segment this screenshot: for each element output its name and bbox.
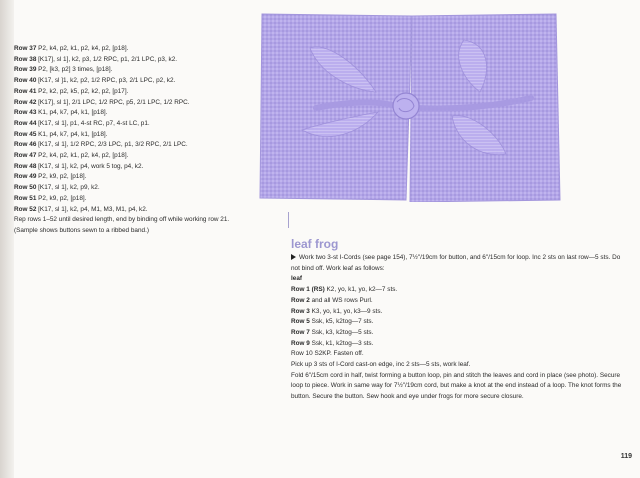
row-text: [K17, sl ]1, k2, p2, 1/2 RPC, p3, 2/1 LPC, p2, k2. — [36, 77, 176, 85]
leaf-row — [291, 328, 627, 339]
leaf-row-label: Row 9 — [291, 339, 310, 347]
row-text: [K17, sl 1], k2, p4, M1, M3, M1, p4, k2. — [36, 205, 148, 213]
row-instruction — [14, 108, 262, 119]
row-text: [K17, sl 1], p1, 4-st RC, p7, 4-st LC, p1. — [36, 119, 150, 127]
row-text: [K17], sl 1], k2, p3, 1/2 RPC, p1, 2/1 LPC, p3, k2. — [36, 55, 178, 63]
leaf-row-text: and all WS rows Purl. — [309, 296, 373, 304]
intro-paragraph: Work two 3-st I-Cords (see page 154), 7½"/19cm for button, and 6"/15cm for loop. Inc 2 sts on last row—5 sts. Do not bind off. Work leaf as follows: — [291, 254, 621, 272]
leaf-row-label: Row 1 (RS) — [291, 286, 325, 294]
leaf-row-text: K2, yo, k1, yo, k2—7 sts. — [324, 286, 398, 294]
right-instructions — [291, 237, 627, 403]
page-gutter — [0, 0, 14, 478]
row-text: [K17], sl 1], 2/1 LPC, 1/2 RPC, p5, 2/1 LPC, 1/2 RPC. — [36, 98, 190, 106]
row-text: [K17, sl 1], 1/2 RPC, 2/3 LPC, p1, 3/2 RPC, 2/1 LPC. — [36, 141, 188, 149]
row-text: P2, k9, p2, [p18]. — [36, 173, 87, 181]
row-instruction — [14, 119, 262, 130]
row-label: Row 42 — [14, 98, 37, 106]
row-label: Row 41 — [14, 87, 37, 95]
row-label: Row 37 — [14, 45, 37, 52]
leaf-row — [291, 339, 627, 350]
triangle-bullet-icon — [291, 254, 296, 260]
knitted-swatch-photo — [256, 12, 578, 202]
leaf-row — [291, 285, 627, 296]
row-label: Row 51 — [14, 194, 37, 202]
row-instruction — [14, 140, 262, 151]
leaf-row-label: Row 5 — [291, 318, 310, 326]
sample-note: (Sample shows buttons sewn to a ribbed band.) — [14, 226, 149, 234]
knot-button — [393, 93, 419, 119]
row-text: P2, [k3, p2] 3 times, [p18]. — [36, 66, 113, 74]
pickup-line: Pick up 3 sts of I-Cord cast-on edge, inc 2 sts—5 sts, work leaf. — [291, 361, 471, 369]
row-instruction — [14, 151, 262, 162]
leaf-row — [291, 307, 627, 318]
section-rule — [288, 212, 289, 228]
leaf-row-label: Row 2 — [291, 296, 310, 304]
leaf-row — [291, 296, 627, 307]
leaf-row-text: Ssk, k1, k2tog—3 sts. — [309, 339, 374, 347]
leaf-row-label: Row 7 — [291, 328, 310, 336]
row-instruction — [14, 65, 262, 76]
repeat-note: Rep rows 1–52 until desired length, end by binding off while working row 21. — [14, 216, 230, 224]
row-label: Row 52 — [14, 205, 37, 213]
row-label: Row 45 — [14, 130, 37, 138]
leaf-heading: leaf — [291, 275, 303, 283]
row-instruction — [14, 130, 262, 141]
row-label: Row 49 — [14, 173, 37, 181]
section-title: leaf frog — [291, 237, 339, 251]
leaf-row-text: K3, yo, k1, yo, k3—9 sts. — [309, 307, 383, 315]
row-label: Row 48 — [14, 162, 37, 170]
row-label: Row 43 — [14, 109, 37, 117]
row-label: Row 38 — [14, 55, 37, 63]
leaf-rows — [291, 285, 627, 349]
row-text: P2, k4, p2, k1, p2, k4, p2, [p18]. — [36, 152, 129, 160]
leaf-row — [291, 317, 627, 328]
row-instruction — [14, 162, 262, 173]
row-text: K1, p4, k7, p4, k1, [p18]. — [36, 109, 108, 117]
row-text: [K17, sl 1], k2, p9, k2. — [36, 184, 100, 192]
fold-paragraph: Fold 6"/15cm cord in half, twist forming a button loop, pin and stitch the leaves and cord in place (see photo). Secure loop to piece. Work in same way for 7½"/19cm cord, but make a knot at the end instead of a loop. The knot forms the button. Secure the button. Sew hook and eye under frogs for more secure closure. — [291, 371, 622, 401]
leaf-row-text: Ssk, k3, k2tog—5 sts. — [309, 328, 374, 336]
leaf-row-text: Ssk, k5, k2tog—7 sts. — [309, 318, 374, 326]
row-text: P2, k2, p2, k5, p2, k2, p2, [p17]. — [36, 87, 129, 95]
row-label: Row 47 — [14, 152, 37, 160]
row-instruction — [14, 87, 262, 98]
row-instruction — [14, 44, 262, 55]
row-instruction — [14, 183, 262, 194]
row-label: Row 40 — [14, 77, 37, 85]
row-label: Row 39 — [14, 66, 37, 74]
row10-line: Row 10 S2KP. Fasten off. — [291, 350, 364, 358]
row-text: [K17, sl 1], k2, p4, work 5 tog, p4, k2. — [36, 162, 144, 170]
row-label: Row 46 — [14, 141, 37, 149]
row-text: P2, k9, p2, [p18]. — [36, 194, 87, 202]
row-instruction — [14, 194, 262, 205]
row-instruction — [14, 76, 262, 87]
row-instruction — [14, 205, 262, 216]
leaf-row-label: Row 3 — [291, 307, 310, 315]
row-text: P2, k4, p2, k1, p2, k4, p2, [p18]. — [36, 45, 129, 52]
row-instruction — [14, 172, 262, 183]
row-instruction — [14, 55, 262, 66]
left-instructions — [14, 44, 262, 237]
row-text: K1, p4, k7, p4, k1, [p18]. — [36, 130, 108, 138]
row-label: Row 44 — [14, 119, 37, 127]
page-number: 119 — [620, 453, 632, 460]
row-label: Row 50 — [14, 184, 37, 192]
row-instruction — [14, 98, 262, 109]
